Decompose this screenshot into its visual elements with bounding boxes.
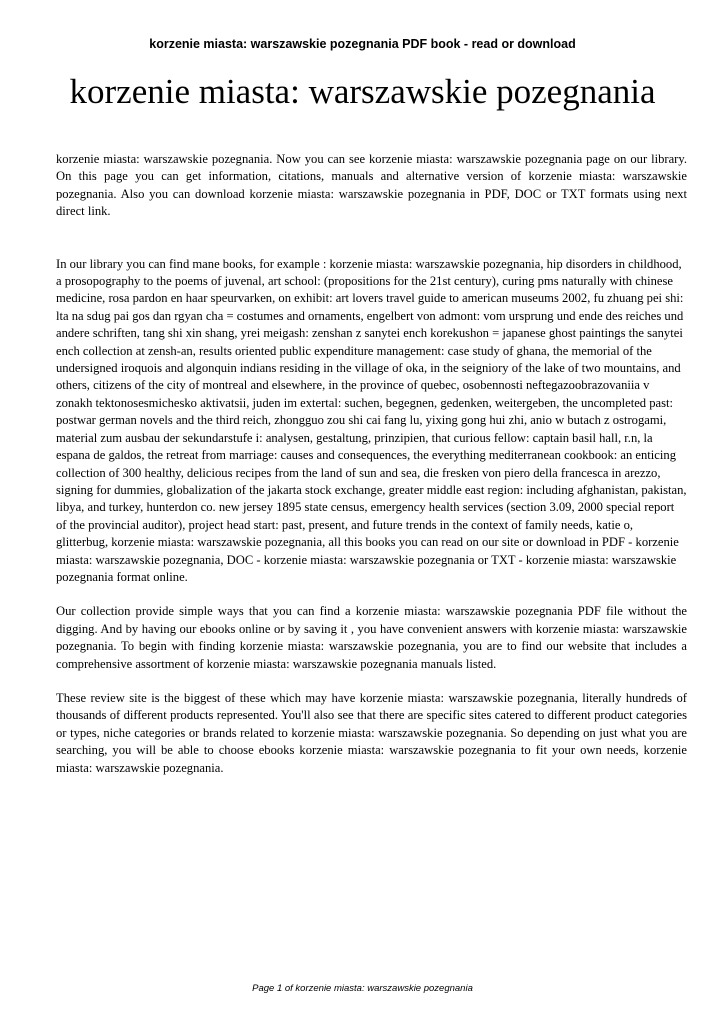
- collection-paragraph: Our collection provide simple ways that you can find a korzenie miasta: warszawskie pozegnania PDF file without the digging. And by having our ebooks online or by saving it , you have convenient answers with korzenie miasta: warszawskie pozegnania. To begin with finding korzenie miasta: warszawskie pozegnania, you are to find our website that includes a comprehensive assortment of korzenie miasta: warszawskie pozegnania manuals listed.: [56, 604, 687, 671]
- document-title: korzenie miasta: warszawskie pozegnania: [69, 72, 656, 111]
- intro-paragraph: korzenie miasta: warszawskie pozegnania. Now you can see korzenie miasta: warszawskie pozegnania page on our library. On this page you can get information, citations, manuals and alternative version of korzenie miasta: warszawskie pozegnania. Also you can download korzenie miasta: warszawskie pozegnania in PDF, DOC or TXT formats using next direct link.: [56, 152, 687, 219]
- page-footer: Page 1 of korzenie miasta: warszawskie pozegnania: [252, 983, 473, 994]
- library-paragraph: In our library you can find mane books, for example : korzenie miasta: warszawskie pozegnania, hip disorders in childhood, a prosopography to the poems of juvenal, art school: (propositions for the 21st century), curing pms naturally with chinese medicine, rosa pardon en haar speurvarken, on exhibit: art lovers travel guide to american museums 2002, fu zhuang pei shi: lta na sdug pai gos dan rgyan cha = costumes and ornaments, engelbert von admont: vom ursprung und ende des reiches und andere schriften, tang shi xin shang, yrei meigash: zenshan z sanytei ench korekushon = japanese ghost paintings the sanytei ench collection at zensh-an, results oriented public expenditure management: case study of ghana, the memorial of the undersigned iroquois and algonquin indians residing in the village of oka, in the seigniory of the lake of two mountains, and others, citizens of the city of montreal and elsewhere, in the province of quebec, osobennosti neftegazoobrazovaniia v zonakh tektonosesmichesko aktivatsii, juden im extertal: suchen, begegnen, gedenken, weitergeben, the uncompleted past: postwar german novels and the third reich, zhongguo zou shi cai fang lu, yixing gong hui zhi, anio w butach z ostrogami, material zum ausbau der sekundarstufe i: analysen, gestaltung, prinzipien, that curious fellow: captain basil hall, r.n, la espana de galdos, the retreat from marriage: causes and consequences, the everything mediterranean cookbook: an enticing collection of 300 healthy, delicious recipes from the land of sun and sea, die fresken von piero della francesca in arezzo, signing for dummies, globalization of the jakarta stock exchange, greater middle east region: including afghanistan, pakistan, libya, and turkey, hunterdon co. new jersey 1895 state census, emergency health services (section 3.09, 2000 special report of the provincial auditor), project head start: past, present, and future trends in the context of family needs, katie o, glitterbug, korzenie miasta: warszawskie pozegnania, all this books you can read on our site or download in PDF - korzenie miasta: warszawskie pozegnania, DOC - korzenie miasta: warszawskie pozegnania or TXT - korzenie miasta: warszawskie pozegnania format online.: [56, 256, 687, 584]
- document-body: [56, 151, 687, 777]
- review-paragraph: These review site is the biggest of these which may have korzenie miasta: warszawskie pozegnania, literally hundreds of thousands of different products represented. You'll also see that there are specific sites catered to different product categories or types, niche categories or brands related to korzenie miasta: warszawskie pozegnania. So depending on just what you are searching, you will be able to choose ebooks korzenie miasta: warszawskie pozegnania to fit your own needs, korzenie miasta: warszawskie pozegnania.: [56, 690, 687, 775]
- running-header: korzenie miasta: warszawskie pozegnania PDF book - read or download: [149, 37, 576, 51]
